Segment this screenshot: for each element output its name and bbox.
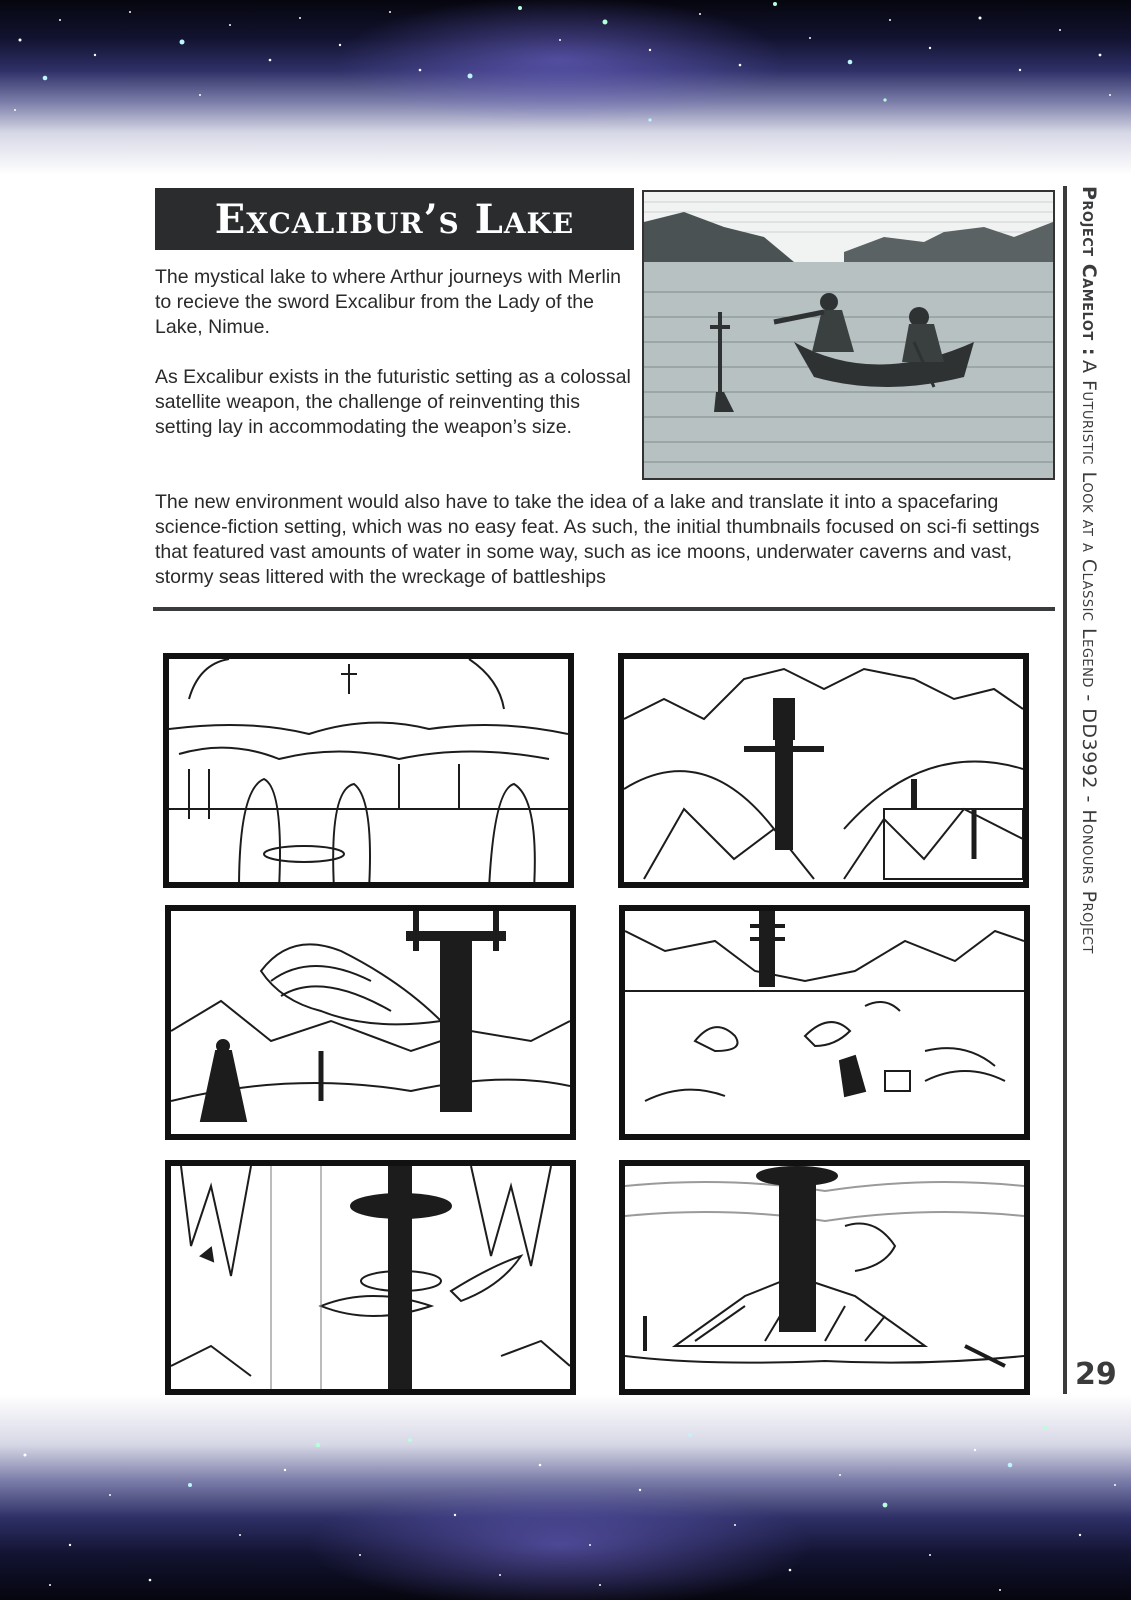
intro-paragraph: The mystical lake to where Arthur journeys with Merlin to recieve the sword Excalibur from the Lady of the Lake, Nimue. [155, 266, 622, 338]
page-number: 29 [1075, 1357, 1117, 1392]
side-rule [1063, 186, 1067, 1394]
space-footer-background [0, 1395, 1131, 1600]
setting-paragraph: As Excalibur exists in the futuristic setting as a colossal satellite weapon, the challenge of reinventing this setting lay in accommodating the weapon’s size. [155, 366, 631, 438]
thumbnails-paragraph: The new environment would also have to take the idea of a lake and translate it into a spacefaring science-fiction setting, which was no easy feat. As such, the initial thumbnails focused on sci-fi settings that featured vast amounts of water in some way, such as ice moons, underwater caverns and vast, stormy seas littered with the wreckage of battleships [155, 491, 1040, 588]
starfield-bottom [0, 1395, 1131, 1600]
section-divider [153, 607, 1055, 611]
thumbnail-satellite-in-crater [618, 653, 1029, 888]
running-head-subtitle: A Futuristic Look at a Classic Legend - DD3992 - Honours Project [1078, 360, 1100, 954]
lady-of-the-lake-engraving [642, 190, 1055, 480]
thumbnail-satellite-on-island [619, 1160, 1030, 1395]
running-head [1069, 186, 1109, 1248]
running-head-title: Project Camelot : [1078, 186, 1100, 357]
thumbnail-cloaked-figure [165, 905, 576, 1140]
thumbnail-underwater-cavern [165, 1160, 576, 1395]
thumbnail-ice-moon-arches [163, 653, 574, 888]
starfield-top [0, 0, 1131, 175]
thumbnail-tower-over-frozen-sea [619, 905, 1030, 1140]
page-title: Excalibur’s Lake [155, 188, 634, 250]
space-header-background [0, 0, 1131, 175]
